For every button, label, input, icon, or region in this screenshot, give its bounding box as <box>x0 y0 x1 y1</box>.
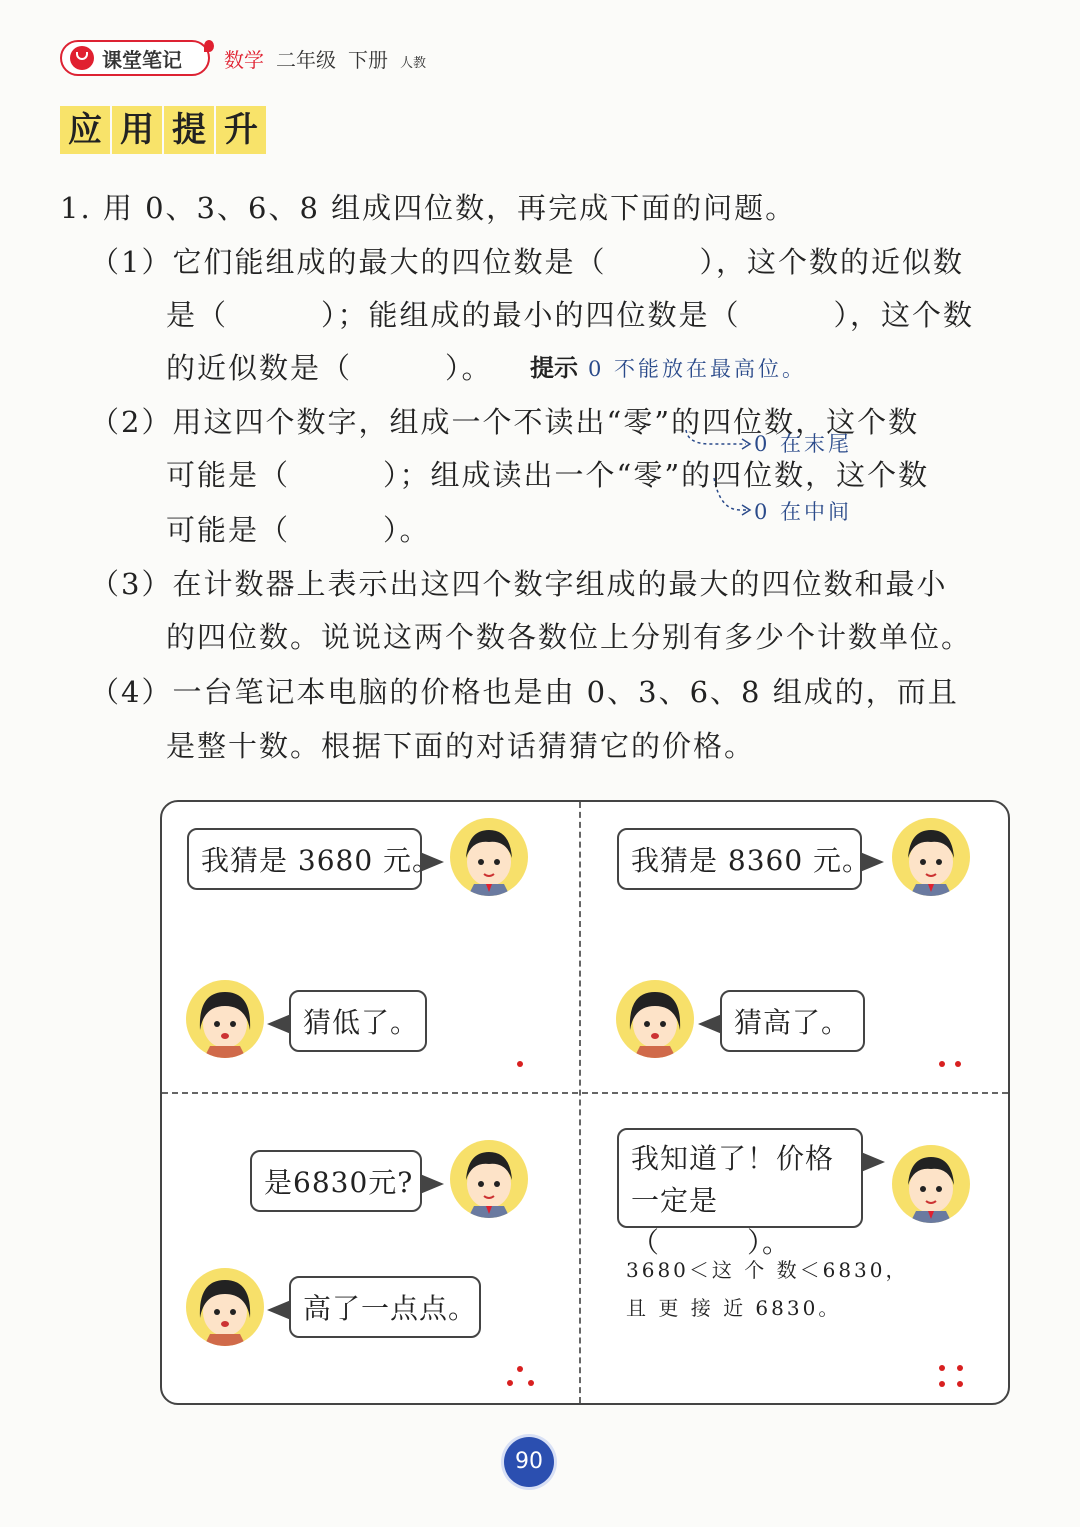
speech-bubble-girl-1 <box>289 990 427 1052</box>
hint-label: 提示 <box>530 354 578 382</box>
subject: 数学 <box>224 48 264 72</box>
dot-marker <box>939 1061 945 1067</box>
dot-marker <box>957 1365 963 1371</box>
part1-line1: （1）它们能组成的最大的四位数是（ ），这个数的近似数 <box>90 245 964 279</box>
speech-text: 猜低了。 <box>303 1006 420 1039</box>
book-info <box>224 44 426 73</box>
part3-line1: （3）在计数器上表示出这四个数字组成的最大的四位数和最小 <box>90 567 948 601</box>
girl-avatar <box>186 980 264 1058</box>
speech-bubble-boy-3 <box>250 1150 422 1212</box>
section-title-char: 应 <box>60 106 110 154</box>
boy-avatar <box>892 818 970 896</box>
problem-intro: 1. 用 0、3、6、8 组成四位数，再完成下面的问题。 <box>60 191 797 225</box>
dot-marker <box>528 1380 534 1386</box>
brand-label: 课堂笔记 <box>102 47 182 72</box>
hint-note-line1: 3680＜这 个 数＜6830， <box>626 1258 909 1282</box>
dot-marker <box>939 1365 945 1371</box>
section-title-char: 升 <box>216 106 266 154</box>
girl-avatar <box>616 980 694 1058</box>
speech-bubble-boy-4 <box>617 1128 863 1259</box>
speech-text: 猜高了。 <box>734 1006 851 1039</box>
part3-line2: 的四位数。说说这两个数各数位上分别有多少个计数单位。 <box>166 620 973 654</box>
section-title-char: 提 <box>164 106 214 154</box>
dot-marker <box>955 1061 961 1067</box>
speech-text: 高了一点点。 <box>303 1292 478 1325</box>
part2-line2: 可能是（ ）；组成读出一个“零”的四位数，这个数 <box>166 458 930 492</box>
page-number: 90 <box>504 1437 554 1487</box>
dot-marker <box>507 1380 513 1386</box>
publisher: 人教 <box>400 56 427 71</box>
section-title-char: 用 <box>112 106 162 154</box>
brand-badge <box>60 40 210 76</box>
part4-line1: （4）一台笔记本电脑的价格也是由 0、3、6、8 组成的，而且 <box>90 675 959 709</box>
speech-bubble-girl-2 <box>720 990 865 1052</box>
volume: 下册 <box>348 48 388 72</box>
hint <box>530 348 806 383</box>
note-zero-middle: 0 在中间 <box>754 500 853 524</box>
speech-text: 我猜是 3680 元。 <box>201 844 442 877</box>
smile-icon <box>70 46 94 70</box>
speech-text: 我知道了！价格 <box>631 1142 835 1175</box>
part2-line3: 可能是（ ）。 <box>166 513 431 547</box>
grade: 二年级 <box>276 48 336 72</box>
speech-text: 一定是（ ）。 <box>631 1184 792 1259</box>
dot-marker <box>939 1381 945 1387</box>
dot-marker <box>957 1381 963 1387</box>
hint-note-line2: 且 更 接 近 6830。 <box>626 1296 842 1320</box>
part1-line3: 的近似数是（ ）。 <box>166 351 493 385</box>
girl-avatar <box>186 1268 264 1346</box>
panel-horizontal-divider <box>162 1092 1008 1094</box>
speech-bubble-girl-3 <box>289 1276 481 1338</box>
hint-text: 0 不能放在最高位。 <box>588 357 807 381</box>
dot-marker <box>517 1366 523 1372</box>
flag-icon <box>204 40 214 52</box>
speech-bubble-boy-2 <box>617 828 872 890</box>
boy-avatar <box>450 1140 528 1218</box>
boy-avatar <box>450 818 528 896</box>
part4-line2: 是整十数。根据下面的对话猜猜它的价格。 <box>166 729 756 763</box>
section-title <box>60 106 266 154</box>
boy-avatar <box>892 1145 970 1223</box>
dot-marker <box>517 1061 523 1067</box>
note-zero-end: 0 在末尾 <box>754 432 853 456</box>
part1-line2: 是（ ）；能组成的最小的四位数是（ ），这个数 <box>166 298 975 332</box>
speech-bubble-boy-1 <box>187 828 442 890</box>
panel-vertical-divider <box>579 802 581 1403</box>
speech-text: 我猜是 8360 元。 <box>631 844 872 877</box>
part2-line1: （2）用这四个数字，组成一个不读出“零”的四位数，这个数 <box>90 405 920 439</box>
speech-text: 是6830元? <box>264 1166 414 1199</box>
